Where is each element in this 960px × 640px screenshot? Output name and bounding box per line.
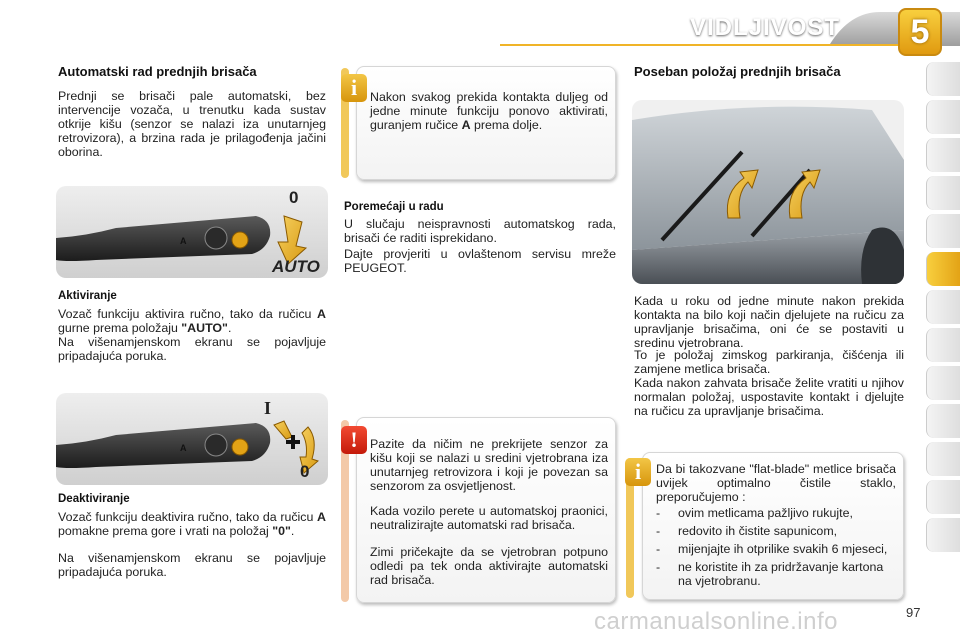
figure-position-auto: AUTO <box>272 257 320 276</box>
malfunction-title: Poremećaji u radu <box>344 201 444 213</box>
malfunction-text-service: Dajte provjeriti u ovlaštenom servisu mreže PEUGEOT. <box>344 247 616 275</box>
info-reactivation-text: Nakon svakog prekida kontakta duljeg od jedne minute funkciju ponovo aktivirati, guranjem ručice A prema dolje. <box>370 90 608 132</box>
warning-icon: ! <box>341 426 367 454</box>
section-heading-special-position: Poseban položaj prednjih brisača <box>634 64 841 79</box>
chapter-tab[interactable] <box>926 138 960 172</box>
section-heading-auto-wipers: Automatski rad prednjih brisača <box>58 64 257 79</box>
special-position-text: Kada u roku od jedne minute nakon prekida kontakta na bilo koji način djelujete na ručicu za upravljanje brisačima, oni će se postaviti u sredinu vjetrobrana. <box>634 294 904 350</box>
list-item: - ne koristite ih za pridržavanje kartona na vjetrobranu. <box>656 560 884 588</box>
chapter-tab[interactable] <box>926 214 960 248</box>
deactivation-note: Na višenamjenskom ekranu se pojavljuje pripadajuća poruka. <box>58 551 326 579</box>
warning-text-winter: Zimi pričekajte da se vjetrobran potpuno odledi pa tek onda aktivirajte automatski rad brisača. <box>370 545 608 587</box>
chapter-tab[interactable] <box>926 366 960 400</box>
page-number: 97 <box>906 605 921 620</box>
chapter-tab[interactable] <box>926 62 960 96</box>
stalk-off-illustration <box>56 393 328 485</box>
activation-text: Vozač funkciju aktivira ručno, tako da ručicu A gurne prema položaju "AUTO". <box>58 307 326 335</box>
deactivation-title: Deaktiviranje <box>58 493 130 505</box>
activation-title: Aktiviranje <box>58 290 117 302</box>
figure-key-a: A <box>180 236 187 246</box>
chapter-tabs <box>926 62 960 556</box>
chapter-tab[interactable] <box>926 328 960 362</box>
malfunction-text: U slučaju neispravnosti automatskog rada, brisači će raditi isprekidano. <box>344 217 616 245</box>
chapter-tab[interactable] <box>926 404 960 438</box>
flat-blade-recommendations <box>656 504 896 588</box>
warning-text-carwash: Kada vozilo perete u automatskoj praonici, neutralizirajte automatski rad brisača. <box>370 504 608 532</box>
deactivation-text: Vozač funkciju deaktivira ručno, tako da ručicu A pomakne prema gore i vrati na položaj "0". <box>58 510 326 538</box>
flat-blade-intro: Da bi takozvane "flat-blade" metlice brisača uvijek optimalno čistile staklo, preporučujemo : <box>656 462 896 504</box>
figure-position-zero: 0 <box>300 462 310 481</box>
watermark: carmanualsonline.info <box>594 608 838 635</box>
chapter-tab[interactable] <box>926 442 960 476</box>
figure-position-zero: 0 <box>289 188 299 207</box>
list-item: - mijenjajte ih otprilike svakih 6 mjeseci, <box>656 542 888 556</box>
figure-position-one: I <box>264 398 272 418</box>
figure-key-a: A <box>180 443 187 453</box>
chapter-tab[interactable] <box>926 480 960 514</box>
list-item: - ovim metlicama pažljivo rukujte, <box>656 506 853 520</box>
page-title: VIDLJIVOST <box>690 14 841 41</box>
chapter-tab[interactable] <box>926 518 960 552</box>
chapter-number: 5 <box>898 8 942 56</box>
windscreen-wipers-illustration <box>632 100 904 284</box>
activation-note: Na višenamjenskom ekranu se pojavljuje pripadajuća poruka. <box>58 335 326 363</box>
chapter-tab[interactable] <box>926 290 960 324</box>
info-icon: i <box>341 74 367 102</box>
chapter-tab[interactable] <box>926 100 960 134</box>
chapter-tab-active[interactable] <box>926 252 960 286</box>
info-icon: i <box>625 458 651 486</box>
warning-text-sensor: Pazite da ničim ne prekrijete senzor za kišu koji se nalazi u sredini vjetrobrana iza unutarnjeg retrovizora i koji je povezan sa senzorom za osvjetljenost. <box>370 437 608 493</box>
chapter-tab[interactable] <box>926 176 960 210</box>
return-position-text: Kada nakon zahvata brisače želite vratiti u njihov normalan položaj, uspostavite kontakt i djelujte na ručicu za upravljanje brisačima. <box>634 376 904 418</box>
winter-position-text: To je položaj zimskog parkiranja, čišćenja ili zamjene metlica brisača. <box>634 348 904 376</box>
intro-text: Prednji se brisači pale automatski, bez intervencije vozača, u trenutku kada sustav otkrije kišu (senzor se nalazi iza unutarnjeg retrovizora), a brzina rada je prilagođenja jačini oborina. <box>58 89 326 159</box>
list-item: - redovito ih čistite sapunicom, <box>656 524 838 538</box>
